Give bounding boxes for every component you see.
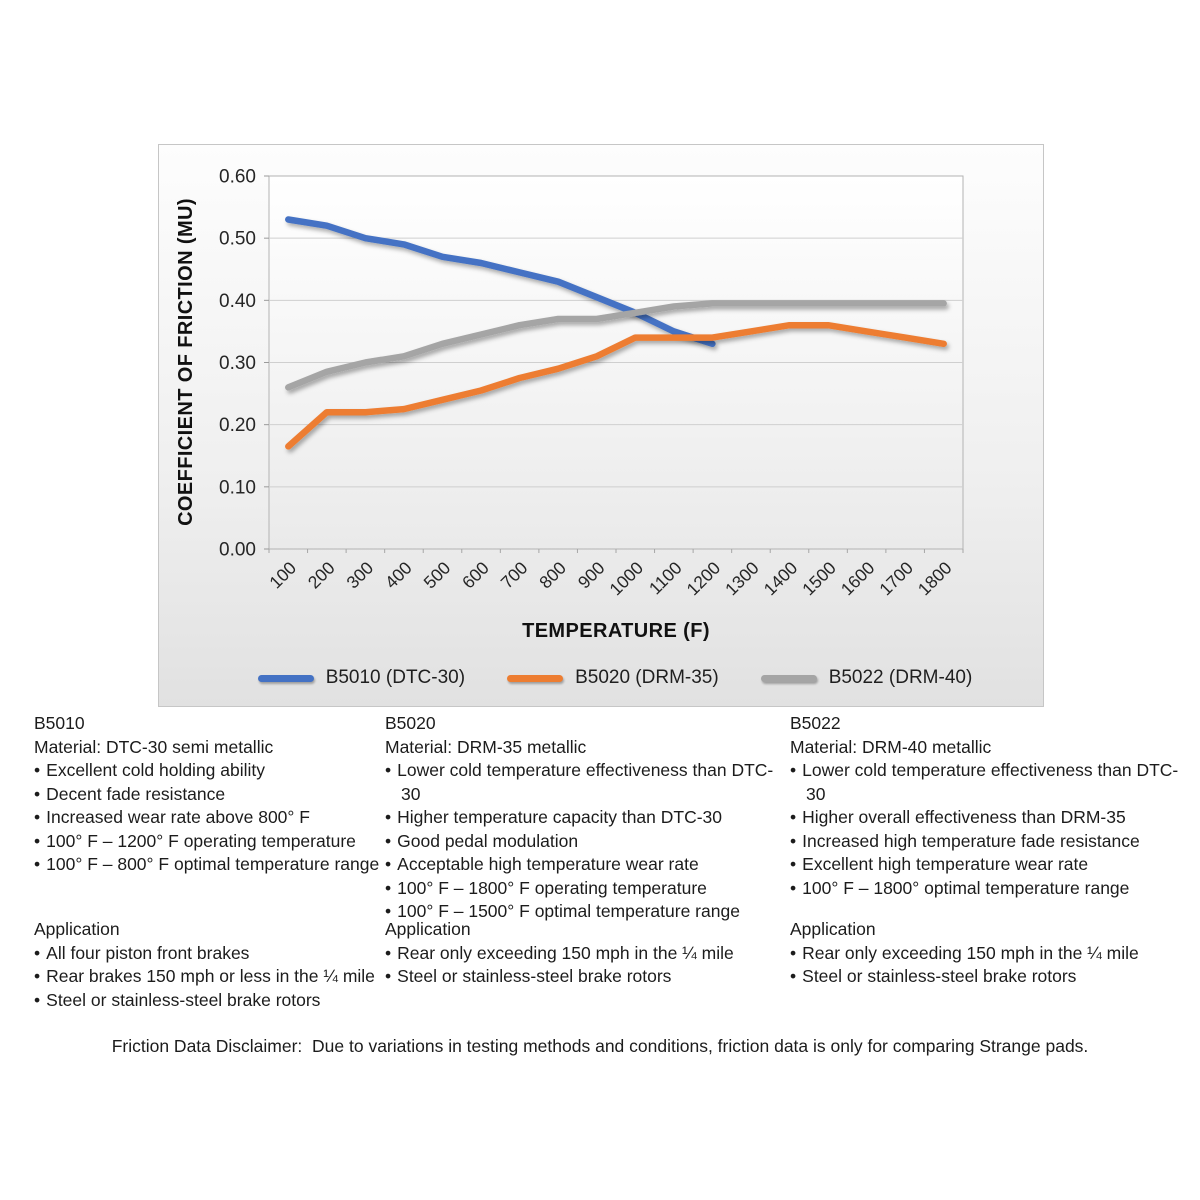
application-text: Rear only exceeding 150 mph in the ¼ mile xyxy=(802,942,1139,963)
product-feature xyxy=(34,830,384,854)
bullet-dot: • xyxy=(790,760,797,780)
bullet-dot: • xyxy=(790,877,797,898)
x-tick-label: 600 xyxy=(458,557,493,593)
y-tick-label: 0.40 xyxy=(219,290,256,312)
legend-label: B5022 (DRM-40) xyxy=(828,667,973,688)
feature-text: Increased high temperature fade resistance xyxy=(802,830,1140,851)
x-tick-label: 1000 xyxy=(605,557,648,600)
bullet-dot: • xyxy=(790,854,797,874)
product-application xyxy=(790,965,1190,989)
product-material: Material: DRM-40 metallic xyxy=(790,736,992,757)
x-axis-tick-labels xyxy=(265,549,963,599)
feature-text: Acceptable high temperature wear rate xyxy=(397,854,699,874)
product-feature xyxy=(385,830,787,854)
product-feature xyxy=(385,877,787,901)
bullet-dot: • xyxy=(385,877,392,898)
x-tick-label: 1600 xyxy=(836,557,879,600)
product-feature xyxy=(790,830,1190,854)
feature-text: Decent fade resistance xyxy=(46,783,226,804)
y-tick-label: 0.30 xyxy=(219,353,256,374)
product-column-B5022 xyxy=(790,712,1190,986)
y-tick-label: 0.20 xyxy=(219,415,256,437)
product-code: B5022 xyxy=(790,713,841,733)
product-feature xyxy=(790,759,1190,806)
feature-text: Lower cold temperature effectiveness than DTC-30 xyxy=(397,760,774,804)
feature-text: 100° F – 800° F optimal temperature range xyxy=(46,854,380,874)
product-column-B5020 xyxy=(385,712,787,986)
application-text: Steel or stainless-steel brake rotors xyxy=(397,966,672,986)
product-application xyxy=(385,965,787,989)
bullet-dot: • xyxy=(34,807,41,827)
x-tick-label: 1100 xyxy=(644,557,686,599)
application-block xyxy=(34,918,384,1012)
product-feature xyxy=(34,783,384,807)
legend-label: B5010 (DTC-30) xyxy=(325,667,466,688)
y-axis-title: COEFFICIENT OF FRICTION (MU) xyxy=(175,198,197,526)
product-feature xyxy=(34,806,384,830)
feature-text: Excellent cold holding ability xyxy=(46,760,266,780)
x-tick-label: 300 xyxy=(342,557,378,593)
product-feature xyxy=(385,853,787,877)
bullet-dot: • xyxy=(34,854,41,874)
bullet-dot: • xyxy=(385,760,392,780)
application-text: Steel or stainless-steel brake rotors xyxy=(46,989,321,1010)
bullet-dot: • xyxy=(790,942,797,963)
application-text: Steel or stainless-steel brake rotors xyxy=(802,966,1077,986)
product-application xyxy=(34,989,384,1013)
x-axis-title: TEMPERATURE (F) xyxy=(522,620,710,642)
feature-text: Lower cold temperature effectiveness than DTC-30 xyxy=(802,760,1179,804)
legend-item xyxy=(507,667,719,689)
y-tick-label: 0.60 xyxy=(219,166,256,188)
product-application xyxy=(34,942,384,966)
legend-line-swatch xyxy=(507,675,563,682)
product-feature xyxy=(34,759,384,783)
application-block xyxy=(385,918,787,989)
product-code: B5020 xyxy=(385,713,436,733)
product-feature xyxy=(790,877,1190,901)
feature-text: Increased wear rate above 800° F xyxy=(46,807,310,827)
x-tick-label: 1200 xyxy=(682,557,725,600)
feature-text: 100° F – 1800° F operating temperature xyxy=(397,877,707,898)
product-code: B5010 xyxy=(34,713,85,733)
feature-text: Higher overall effectiveness than DRM-35 xyxy=(802,807,1126,827)
x-tick-label: 1500 xyxy=(798,557,840,600)
y-axis-tick-labels xyxy=(219,167,256,561)
x-tick-label: 800 xyxy=(535,557,570,593)
feature-text: 100° F – 1200° F operating temperature xyxy=(46,830,356,851)
bullet-dot: • xyxy=(34,966,41,986)
feature-text: Good pedal modulation xyxy=(397,830,579,851)
feature-text: 100° F – 1800° optimal temperature range xyxy=(802,877,1130,898)
x-tick-label: 700 xyxy=(496,557,532,593)
product-material: Material: DRM-35 metallic xyxy=(385,736,587,757)
application-title: Application xyxy=(790,919,876,939)
y-tick-label: 0.00 xyxy=(219,539,256,561)
bullet-dot: • xyxy=(34,783,41,804)
product-feature xyxy=(385,759,787,806)
x-tick-label: 1800 xyxy=(913,557,956,600)
bullet-dot: • xyxy=(790,807,797,827)
bullet-dot: • xyxy=(34,942,41,963)
x-tick-label: 1400 xyxy=(759,557,802,600)
application-title: Application xyxy=(34,919,120,939)
feature-text: Excellent high temperature wear rate xyxy=(802,854,1089,874)
product-application xyxy=(34,965,384,989)
product-feature xyxy=(385,806,787,830)
application-block xyxy=(790,918,1190,989)
legend-line-swatch xyxy=(761,675,817,682)
application-text: Rear brakes 150 mph or less in the ¼ mile xyxy=(46,966,375,986)
friction-line-chart xyxy=(159,145,1045,708)
y-tick-label: 0.10 xyxy=(219,477,256,499)
bullet-dot: • xyxy=(385,830,392,851)
bullet-dot: • xyxy=(34,830,41,851)
application-text: Rear only exceeding 150 mph in the ¼ mile xyxy=(397,942,734,963)
y-tick-label: 0.50 xyxy=(219,228,256,250)
legend-item xyxy=(761,667,973,689)
feature-text: Higher temperature capacity than DTC-30 xyxy=(397,807,723,827)
application-text: All four piston front brakes xyxy=(46,942,250,963)
application-title: Application xyxy=(385,919,471,939)
chart-legend xyxy=(255,663,975,693)
product-feature xyxy=(790,806,1190,830)
x-tick-label: 1700 xyxy=(875,557,917,600)
x-tick-label: 400 xyxy=(380,557,416,593)
friction-data-disclaimer: Friction Data Disclaimer: Due to variations in testing methods and conditions, friction data is only for comparing Strange pads. xyxy=(111,1036,1089,1056)
legend-item xyxy=(258,667,465,689)
legend-line-swatch xyxy=(258,675,314,682)
product-feature xyxy=(790,853,1190,877)
bullet-dot: • xyxy=(790,830,797,851)
product-material: Material: DTC-30 semi metallic xyxy=(34,736,274,757)
x-tick-label: 900 xyxy=(573,557,609,593)
bullet-dot: • xyxy=(34,760,41,780)
bullet-dot: • xyxy=(385,807,392,827)
product-feature xyxy=(34,853,384,877)
product-application xyxy=(385,942,787,966)
bullet-dot: • xyxy=(385,854,392,874)
bullet-dot: • xyxy=(385,966,392,986)
x-tick-label: 500 xyxy=(419,557,455,593)
bullet-dot: • xyxy=(34,989,41,1010)
bullet-dot: • xyxy=(385,901,392,921)
friction-chart-panel xyxy=(158,144,1044,707)
x-tick-label: 100 xyxy=(265,557,301,593)
bullet-dot: • xyxy=(790,966,797,986)
feature-text: 100° F – 1500° F optimal temperature range xyxy=(397,901,740,921)
product-application xyxy=(790,942,1190,966)
x-tick-label: 1300 xyxy=(721,557,763,600)
legend-label: B5020 (DRM-35) xyxy=(575,667,719,688)
x-tick-label: 200 xyxy=(303,557,339,593)
bullet-dot: • xyxy=(385,942,392,963)
product-column-B5010 xyxy=(34,712,384,1010)
